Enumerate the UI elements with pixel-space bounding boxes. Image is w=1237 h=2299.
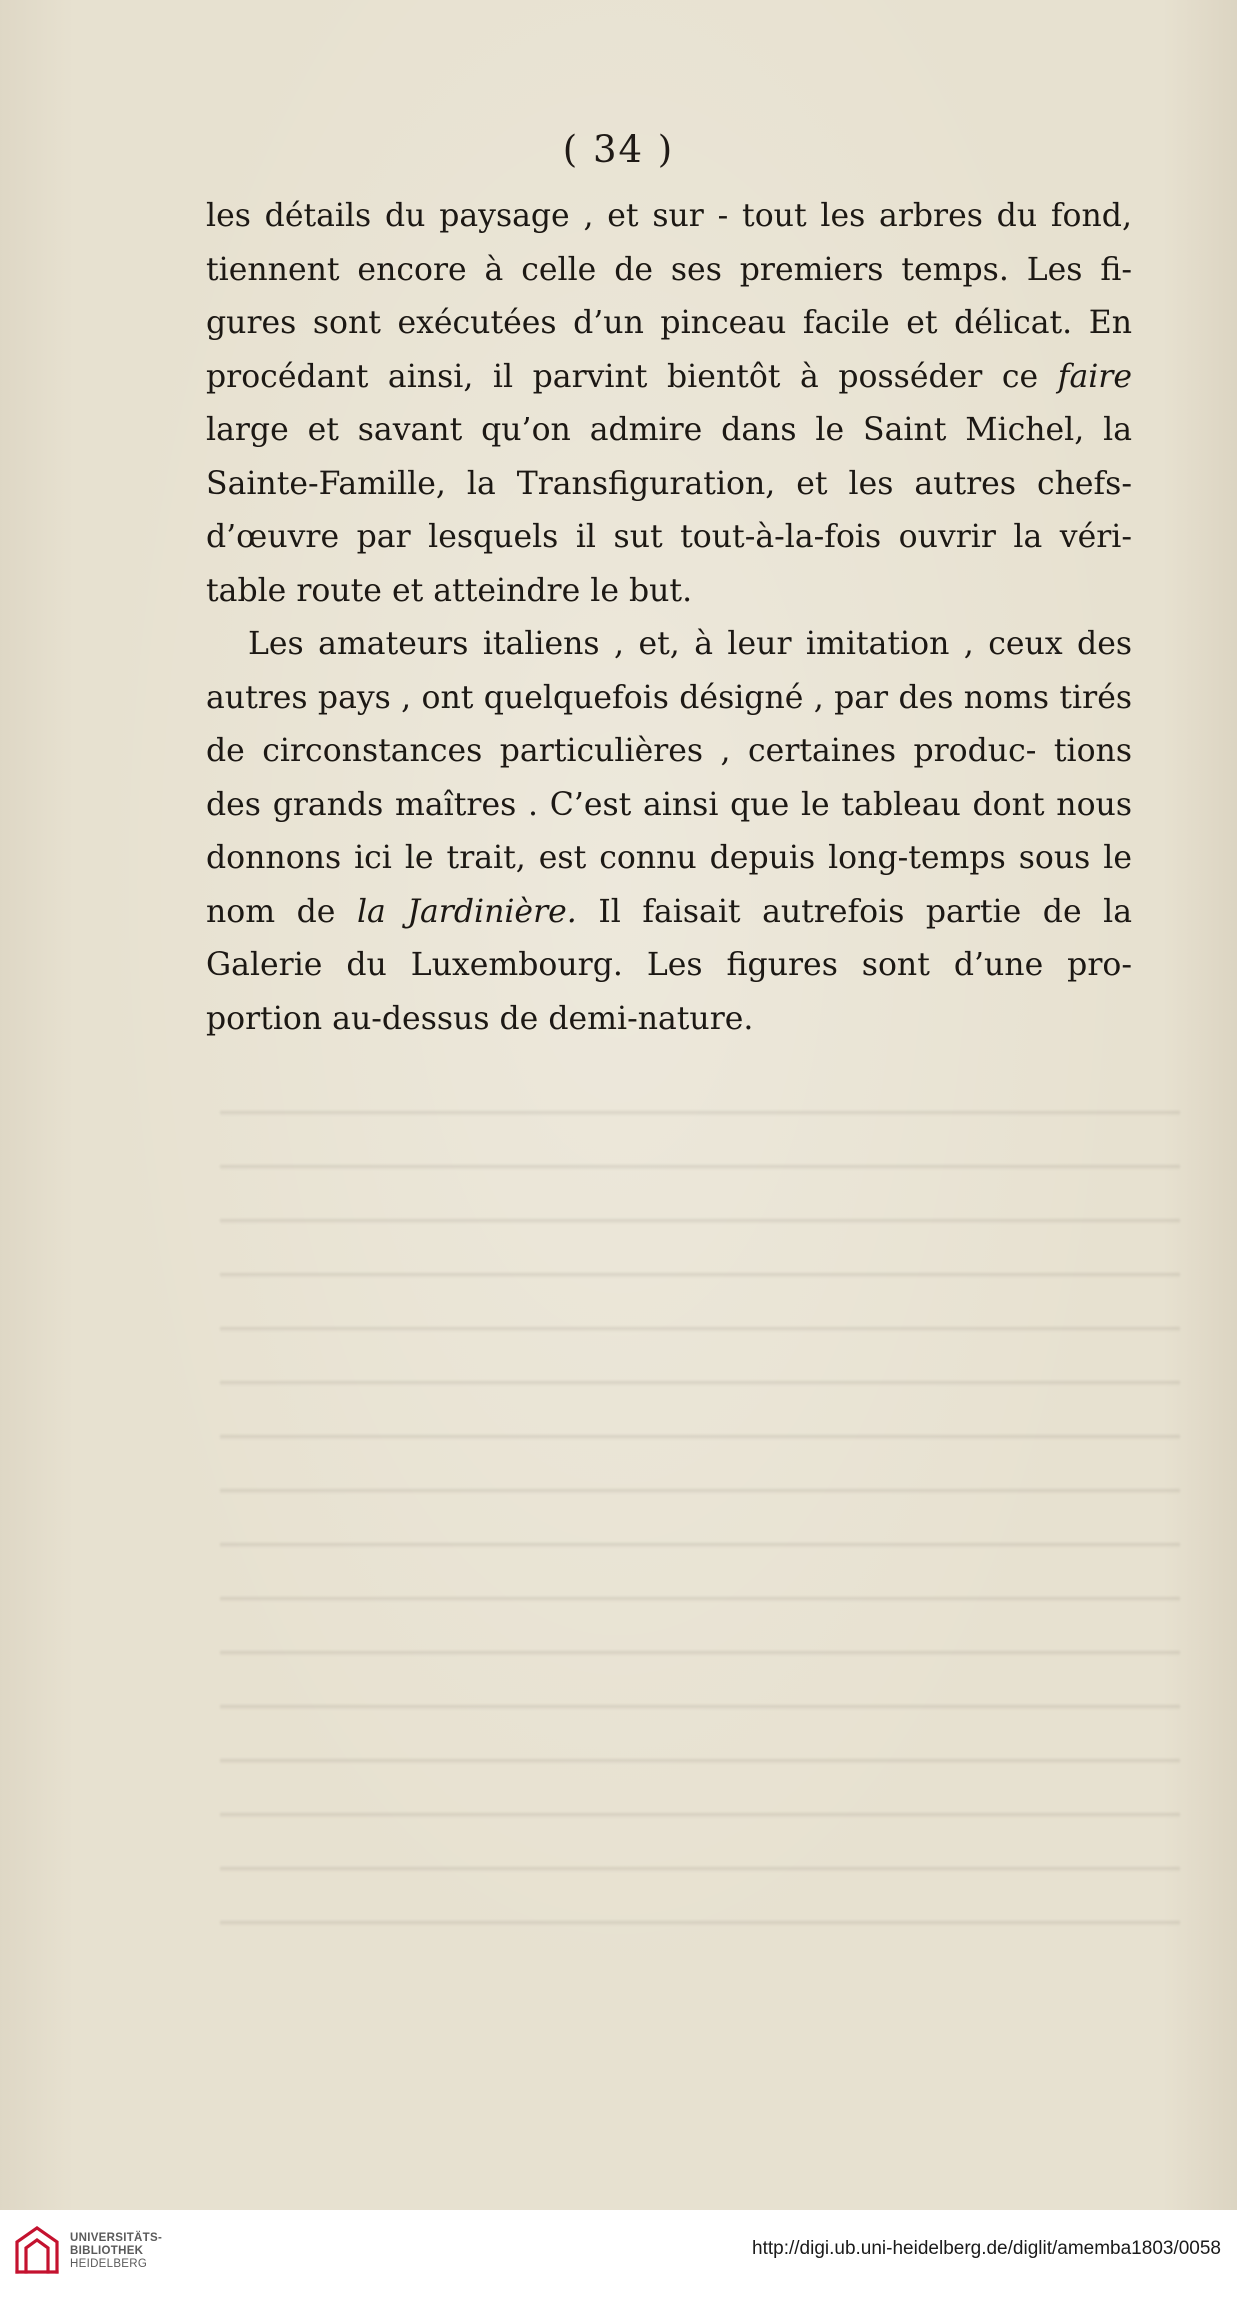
paragraph-2 bbox=[206, 618, 1132, 1046]
library-name-line-2: BIBLIOTHEK bbox=[70, 2245, 144, 2257]
paragraph-1-text-a: les détails du paysage , et sur - tout les arbres du fond, tiennent encore à celle de ses premiers temps. Les fi- gures sont exécutées d’un pinceau facile et délicat. En procédant ainsi, il parvint bientôt à posséder ce bbox=[206, 198, 1132, 395]
show-through-text bbox=[220, 1080, 1180, 1940]
paragraph-2-italic: la Jardinière. bbox=[356, 893, 577, 930]
library-name bbox=[70, 2232, 162, 2271]
paragraph-1-text-b: large et savant qu’on admire dans le Saint Michel, la Sainte-Famille, la Transfiguration, et les autres chefs- d’œuvre par lesquels il sut tout-à-la-fois ouvrir la véri- table route et atteindre le but. bbox=[206, 412, 1132, 609]
library-name-line-1: UNIVERSITÄTS- bbox=[70, 2232, 163, 2244]
permalink-url[interactable]: http://digi.ub.uni-heidelberg.de/diglit/amemba1803/0058 bbox=[752, 2238, 1221, 2259]
page-number: ( 34 ) bbox=[562, 128, 675, 171]
viewer-footer bbox=[0, 2210, 1237, 2299]
university-library-logo-icon bbox=[12, 2222, 62, 2278]
paragraph-1-italic: faire bbox=[1057, 358, 1132, 395]
body-text bbox=[206, 190, 1132, 1046]
library-name-line-3: HEIDELBERG bbox=[70, 2258, 148, 2270]
paragraph-2-text-a: Les amateurs italiens , et, à leur imitation , ceux des autres pays , ont quelquefois désigné , par des noms tirés de circonstances particulières , certaines produc- tions des grands maîtres . C’est ainsi que le tableau dont nous donnons ici le trait, est connu depuis long-temps sous le nom de bbox=[206, 626, 1132, 930]
paragraph-2-text-b: Il faisait autrefois partie de la Galerie du Luxembourg. Les figures sont d’une pro- portion au-dessus de demi-nature. bbox=[206, 893, 1132, 1037]
paragraph-1 bbox=[206, 190, 1132, 618]
